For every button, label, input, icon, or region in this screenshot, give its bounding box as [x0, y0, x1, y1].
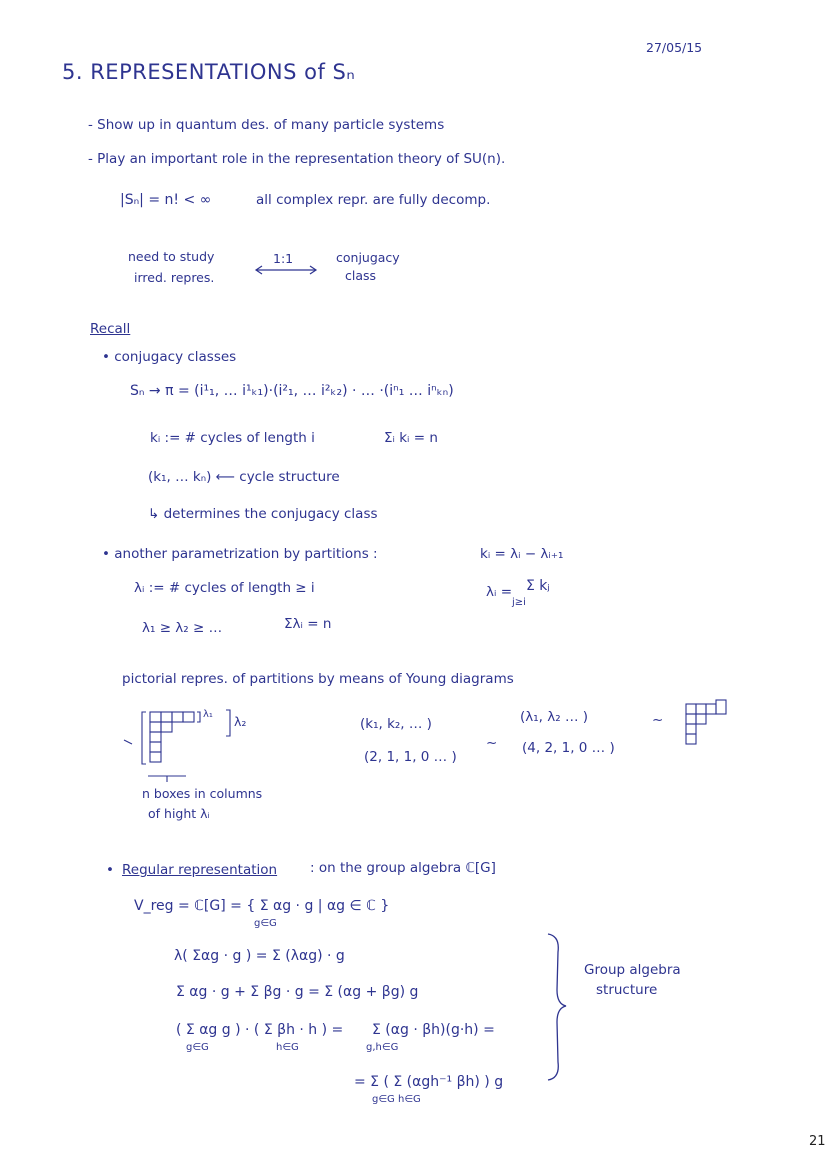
- young-lambda-1: λ₁: [203, 709, 213, 720]
- recall-heading: Recall: [90, 321, 131, 337]
- product-eq-final: = Σ ( Σ (αgh⁻¹ βh) ) g: [354, 1074, 504, 1090]
- intro-bullet-2: - Play an important role in the representation theory of SU(n).: [88, 151, 506, 167]
- brace-label-1: Group algebra: [584, 962, 681, 978]
- vreg-definition: V_reg = ℂ[G] = { Σ αg · g | αg ∈ ℂ }: [134, 898, 390, 914]
- group-order: |Sₙ| = n! < ∞: [120, 192, 212, 208]
- lambda-sum-n: Σλᵢ = n: [284, 616, 332, 632]
- lambda-sum-sub: j≥i: [512, 597, 526, 608]
- lambda-sum-label: λᵢ =: [486, 584, 513, 600]
- young-caption-2: of hight λᵢ: [148, 806, 210, 821]
- young-lambda-2: λ₂: [234, 714, 247, 729]
- intro-bullet-1: - Show up in quantum des. of many particle systems: [88, 117, 445, 133]
- page-title: 5. REPRESENTATIONS of Sₙ: [62, 60, 356, 84]
- cycle-formula: Sₙ → π = (i¹₁, … i¹ₖ₁)·(i²₁, … i²ₖ₂) · … ·(iⁿ₁ … iⁿₖₙ): [130, 383, 454, 399]
- lambda-ordering: λ₁ ≥ λ₂ ≥ …: [142, 620, 223, 636]
- regular-heading-rest: : on the group algebra ℂ[G]: [310, 860, 496, 876]
- lambda-example: (4, 2, 1, 0 … ): [522, 740, 615, 756]
- product-eq-rhs-sub: g,h∈G: [366, 1042, 399, 1053]
- young-caption-1: n boxes in columns: [142, 786, 263, 801]
- bijection-arrow-label: 1:1: [273, 251, 294, 266]
- ki-sum: Σᵢ kᵢ = n: [384, 430, 438, 446]
- partitions-bullet: • another parametrization by partitions :: [102, 546, 378, 562]
- k-example: (2, 1, 1, 0 … ): [364, 749, 457, 765]
- tilde-1: ~: [486, 735, 498, 751]
- product-eq-sub-1: g∈G: [186, 1042, 209, 1053]
- brace-label-2: structure: [596, 982, 658, 998]
- product-eq-lhs: ( Σ αg g ) · ( Σ βh · h ) =: [176, 1022, 344, 1038]
- k-lambda-relation: kᵢ = λᵢ − λᵢ₊₁: [480, 546, 564, 562]
- full-decomp-note: all complex repr. are fully decomp.: [256, 192, 491, 208]
- regular-bullet: •: [106, 862, 114, 878]
- product-eq-sub-2: h∈G: [276, 1042, 299, 1053]
- k-tuple: (k₁, k₂, … ): [360, 716, 432, 732]
- bijection-left-1: need to study: [128, 249, 215, 264]
- cycle-structure: (k₁, … kₙ) ⟵ cycle structure: [148, 469, 340, 485]
- date: 27/05/15: [646, 40, 703, 55]
- ki-definition: kᵢ := # cycles of length i: [150, 430, 315, 446]
- addition-eq: Σ αg · g + Σ βg · g = Σ (αg + βg) g: [176, 984, 419, 1000]
- regular-heading: Regular representation: [122, 862, 278, 878]
- scalar-mult-eq: λ( Σαg · g ) = Σ (λαg) · g: [174, 948, 345, 964]
- product-eq-final-sub: g∈G h∈G: [372, 1094, 421, 1105]
- vreg-sub: g∈G: [254, 918, 277, 929]
- page-number: 21: [809, 1134, 826, 1149]
- lambda-definition: λᵢ := # cycles of length ≥ i: [134, 580, 315, 596]
- conjugacy-bullet: • conjugacy classes: [102, 349, 237, 365]
- bijection-right-2: class: [345, 268, 377, 283]
- bijection-left-2: irred. repres.: [134, 270, 215, 285]
- lambda-tuple: (λ₁, λ₂ … ): [520, 709, 589, 725]
- young-heading: pictorial repres. of partitions by means of Young diagrams: [122, 671, 514, 687]
- lambda-sum-expr: Σ kⱼ: [526, 578, 550, 594]
- tilde-2: ~: [652, 712, 664, 728]
- determines-class: ↳ determines the conjugacy class: [148, 506, 378, 522]
- product-eq-rhs: Σ (αg · βh)(g·h) =: [372, 1022, 495, 1038]
- bijection-right-1: conjugacy: [336, 250, 400, 265]
